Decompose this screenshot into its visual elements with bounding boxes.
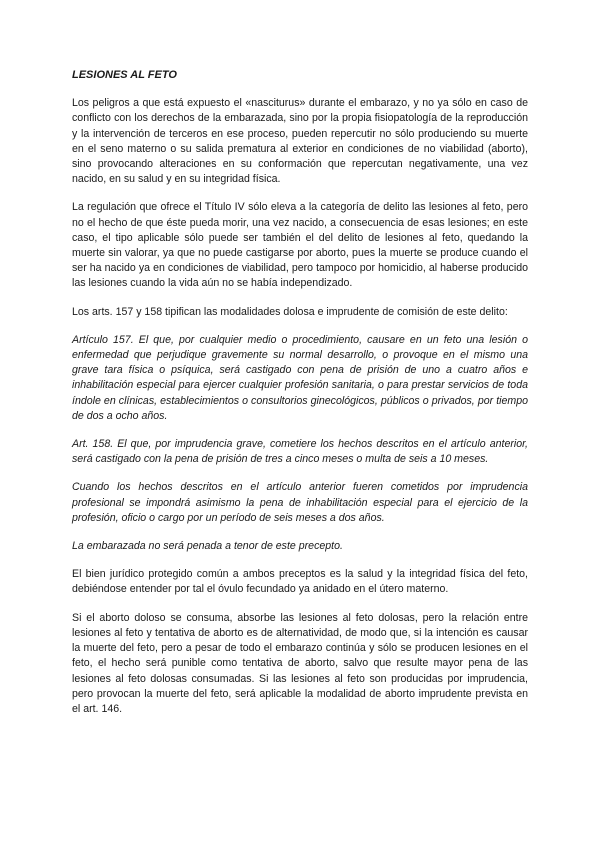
paragraph-regulation: La regulación que ofrece el Título IV sólo eleva a la categoría de delito las lesiones al feto, pero no el hecho de que éste pueda morir, una vez nacido, a consecuencia de esas lesiones; en este caso, el tipo aplicable sólo puede ser también el del delito de lesiones al feto, quedando la muerte sin valorar, ya que no puede castigarse por aborto, pues la muerte se produce cuando el ser ha nacido ya en condiciones de viabilidad, pero tampoco por homicidio, al haberse producido las lesiones cuando la vida aún no se había independizado. — [72, 201, 528, 290]
article-158-professional-quote: Cuando los hechos descritos en el artículo anterior fueren cometidos por imprudencia profesional se impondrá asimismo la pena de inhabilitación especial para el ejercicio de la profesión, oficio o cargo por un período de seis meses a dos años. — [72, 481, 528, 524]
paragraph-articles-intro: Los arts. 157 y 158 tipifican las modalidades dolosa e imprudente de comisión de este delito: — [72, 305, 508, 318]
paragraph-intro: Los peligros a que está expuesto el «nasciturus» durante el embarazo, y no ya sólo en caso de conflicto con los derechos de la embarazada, sino por la propia fisiopatología de la reproducción y la intervención de terceros en ese proceso, pueden repercutir no sólo produciendo su muerte en el seno materno o su salida prematura al exterior en condiciones de no viabilidad (aborto), sino provocando alteraciones en su conformación que repercutan negativamente, una vez nacido, en su salud y en su integridad física. — [72, 97, 528, 186]
paragraph-abortion-relation: Si el aborto doloso se consuma, absorbe las lesiones al feto dolosas, pero la relación entre lesiones al feto y tentativa de aborto es de alternatividad, de modo que, si la intención es causar la muerte del feto, pero a pesar de todo el embarazo continúa y sólo se producen lesiones en el feto, el hecho será punible como tentativa de aborto, salvo que resulte mayor pena de las lesiones al feto dolosas consumadas. Si las lesiones al feto son producidas por imprudencia, pero provocan la muerte del feto, será aplicable la modalidad de aborto imprudente prevista en el art. 146. — [72, 611, 528, 715]
article-158-pregnant-quote: La embarazada no será penada a tenor de este precepto. — [72, 540, 343, 553]
article-158-quote: Art. 158. El que, por imprudencia grave, cometiere los hechos descritos en el artículo anterior, será castigado con la pena de prisión de tres a cinco meses o multa de seis a 10 meses. — [72, 438, 528, 466]
paragraph-legal-good: El bien jurídico protegido común a ambos preceptos es la salud y la integridad física del feto, debiéndose entender por tal el óvulo fecundado ya anidado en el útero materno. — [72, 568, 528, 596]
article-157-quote: Artículo 157. El que, por cualquier medio o procedimiento, causare en un feto una lesión o enfermedad que perjudique gravemente su normal desarrollo, o provoque en el mismo una grave tara física o psíquica, será castigado con pena de prisión de uno a cuatro años e inhabilitación especial para ejercer cualquier profesión sanitaria, o para prestar servicios de toda índole en clínicas, establecimientos o consultorios ginecológicos, públicos o privados, por tiempo de dos a ocho años. — [72, 333, 528, 422]
document-page — [72, 68, 528, 730]
section-title: LESIONES AL FETO — [72, 69, 177, 81]
